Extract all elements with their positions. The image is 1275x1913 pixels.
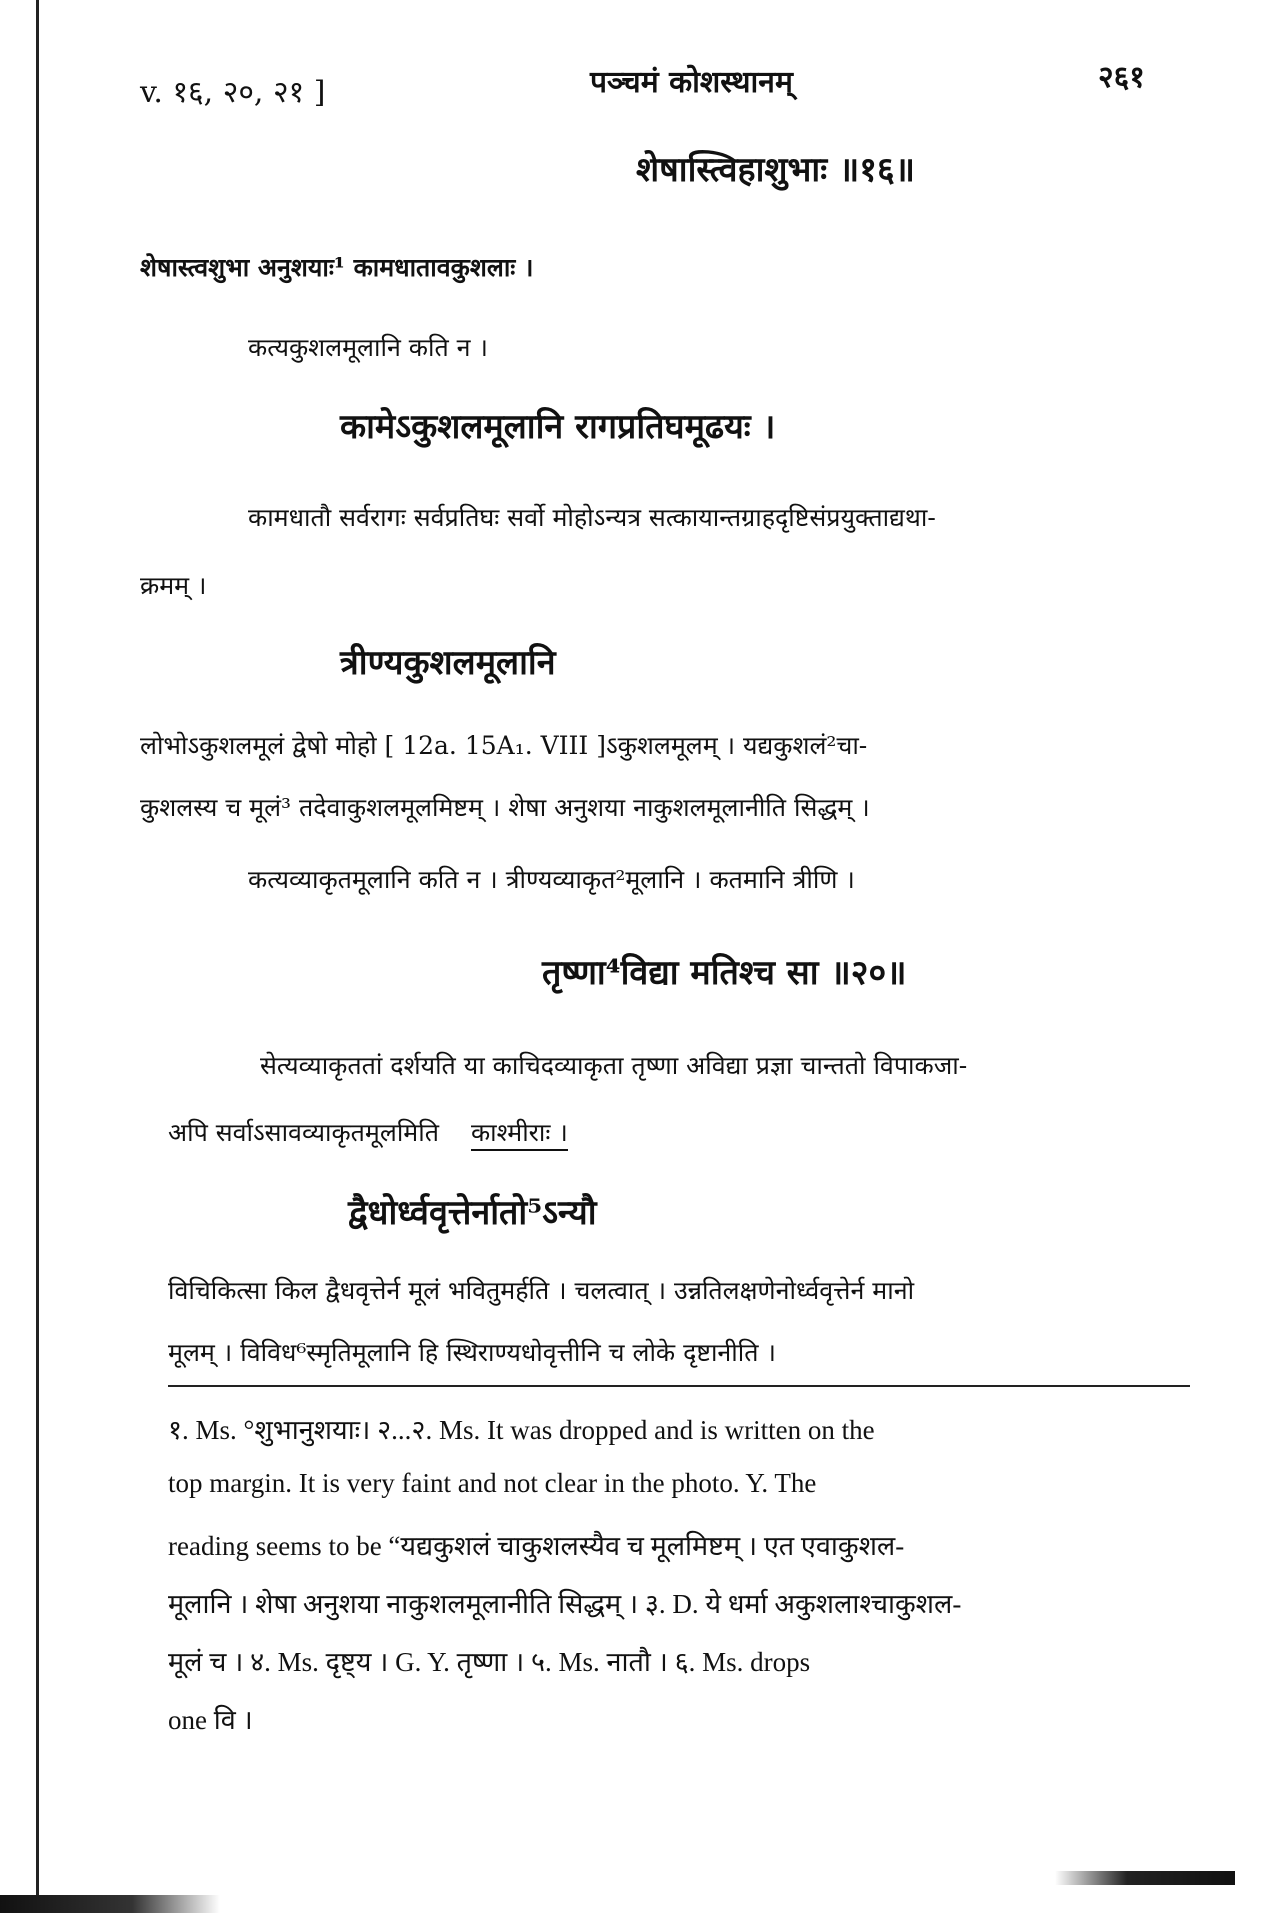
footnote-line-5: मूलं च । ४. Ms. दृष्ट्य । G. Y. तृष्णा । ५. Ms. नातौ । ६. Ms. drops [168,1647,811,1677]
paragraph-4-line-2: कुशलस्य च मूलं³ तदेवाकुशलमूलमिष्टम् । शेषा अनुशया नाकुशलमूलानीति सिद्धम् । [140,793,870,822]
kashmira-attribution: काश्मीराः । [471,1118,568,1151]
paragraph-3-line-1: कामधातौ सर्वरागः सर्वप्रतिघः सर्वो मोहोऽन्यत्र सत्कायान्तग्राहदृष्टिसंप्रयुक्ताद्यथा- [248,503,936,532]
paragraph-2: कत्यकुशलमूलानि कति न । [248,333,488,362]
footnote-line-3: reading seems to be “यद्यकुशलं चाकुशलस्यैव च मूलमिष्टम् । एत एवाकुशल- [168,1531,905,1561]
scan-edge-shadow-right [1055,1871,1235,1885]
verse-20: तृष्णा⁴विद्या मतिश्च सा ॥२०॥ [542,953,907,993]
paragraph-6-line-2 [168,1115,568,1149]
footnote-line-2: top margin. It is very faint and not clear in the photo. Y. The [168,1468,817,1498]
paragraph-3-line-2: क्रमम् । [140,571,207,600]
paragraph-5: कत्यव्याकृतमूलानि कति न । त्रीण्यव्याकृत²मूलानि । कतमानि त्रीणि । [248,865,855,894]
scan-edge-shadow [0,1895,220,1913]
footnote-line-6: one वि । [168,1705,253,1735]
page-binding-edge [36,0,39,1913]
paragraph-6-line-1: सेत्यव्याकृततां दर्शयति या काचिदव्याकृता तृष्णा अविद्या प्रज्ञा चान्ततो विपाकजा- [260,1051,968,1080]
paragraph-4-line-1: लोभोऽकुशलमूलं द्वेषो मोहो [ 12a. 15A₁. VIII ]ऽकुशलमूलम् । यद्यकुशलं²चा- [140,731,868,760]
paragraph-7-line-1: विचिकित्सा किल द्वैधवृत्तेर्न मूलं भवितुमर्हति । चलत्वात् । उन्नतिलक्षणेनोर्ध्ववृत्तेर्न मानो [168,1276,915,1305]
verse-trini: त्रीण्यकुशलमूलानि [340,643,556,683]
paragraph-7-line-2: मूलम् । विविध⁶स्मृतिमूलानि हि स्थिराण्यधोवृत्तीनि च लोके दृष्टानीति । [168,1338,776,1367]
chapter-title: पञ्चमं कोशस्थानम् [590,65,793,100]
verse-dvaidha: द्वैधोर्ध्ववृत्तेर्नातो⁵ऽन्यौ [348,1193,597,1233]
verse-reference: v. १६, २०, २१ ] [140,75,326,110]
page-number: २६१ [1098,60,1145,95]
footnote-line-1: १. Ms. °शुभानुशयाः। २...२. Ms. It was dropped and is written on the [168,1415,875,1445]
footnote-rule [168,1385,1190,1387]
verse-19: शेषास्त्विहाशुभाः ॥१६॥ [636,150,916,190]
paragraph-1: शेषास्त्वशुभा अनुशयाः¹ कामधातावकुशलाः । [140,253,534,282]
verse-kame: कामेऽकुशलमूलानि रागप्रतिघमूढयः । [340,407,776,447]
footnote-line-4: मूलानि । शेषा अनुशया नाकुशलमूलानीति सिद्धम् । ३. D. ये धर्मा अकुशलाश्चाकुशल- [168,1589,962,1619]
paragraph-6-text: अपि सर्वाऽसावव्याकृतमूलमिति [168,1118,439,1147]
